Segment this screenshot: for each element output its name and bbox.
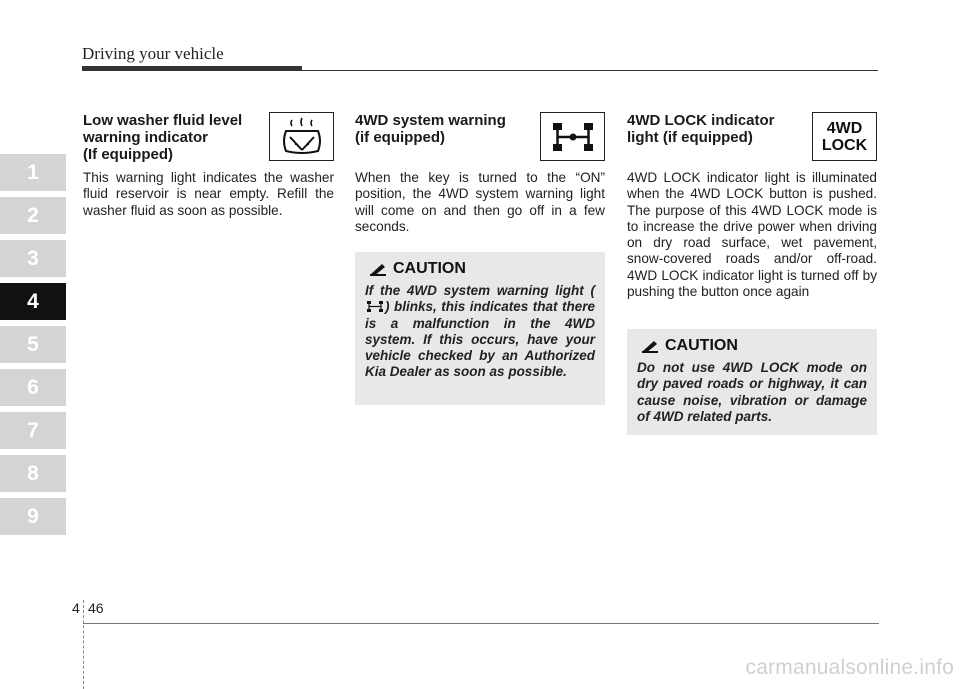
washer-fluid-body: This warning light indicates the washer fluid reservoir is near empty. Refill the washer fluid as soon as possible. [83,170,334,218]
4wd-lock-body: 4WD LOCK indicator light is illuminated when the 4WD LOCK button is pushed. The purpose of this 4WD LOCK mode is to increase the drive power when driving on dry road surface, wet pavement, snow-covered roads and/or off-road. 4WD LOCK indicator light is turned off by pushing the button once again [627,170,877,300]
chapter-tab-label: 5 [27,332,39,356]
chapter-tab-label: 7 [27,418,39,442]
caution-header [641,337,867,355]
4wd-lock-caution-box [627,329,877,435]
chapter-tab-label: 3 [27,246,39,270]
footer-divider-vertical [83,600,84,689]
washer-fluid-icon [269,112,334,161]
chapter-tab-4[interactable] [0,283,66,320]
caution-pencil-icon [641,339,659,353]
chapter-tab-label: 1 [27,160,39,184]
caution-header [369,260,595,278]
4wd-warning-caution-box [355,252,605,405]
4wd-warning-body: When the key is turned to the “ON” position, the 4WD system warning light will come on and then go off in a few seconds. [355,170,605,234]
watermark-text: carmanualsonline.info [745,656,954,679]
caution-text-part1: If the 4WD system warning light ( [365,283,595,298]
page-header-title: Driving your vehicle [82,44,224,63]
footer-page-number: 46 [88,600,104,616]
4wd-system-small-icon [365,300,385,313]
washer-fluid-heading: Low washer fluid level warning indicator (If equipped) [83,112,243,163]
header-rule-thin [302,70,878,71]
footer-rule [83,623,879,624]
footer-chapter-number: 4 [72,600,80,616]
chapter-tab-3[interactable] [0,240,66,277]
chapter-tab-5[interactable] [0,326,66,363]
caution-pencil-icon [369,262,387,276]
4wd-warning-heading: 4WD system warning (if equipped) [355,112,506,146]
4wd-lock-heading: 4WD LOCK indicator light (if equipped) [627,112,775,146]
chapter-tab-2[interactable] [0,197,66,234]
4wd-warning-caution-text [365,283,595,381]
header-rule-thick [82,66,302,71]
chapter-tab-label: 2 [27,203,39,227]
chapter-tab-6[interactable] [0,369,66,406]
chapter-tab-7[interactable] [0,412,66,449]
chapter-tab-label: 6 [27,375,39,399]
chapter-tab-label: 8 [27,461,39,485]
4wd-lock-indicator-icon: 4WD LOCK [812,112,877,161]
chapter-tab-label: 4 [27,289,39,313]
4wd-system-icon [540,112,605,161]
chapter-tab-label: 9 [27,504,39,528]
chapter-tab-9[interactable] [0,498,66,535]
caution-title: CAUTION [393,260,466,277]
caution-title: CAUTION [665,337,738,354]
4wd-lock-caution-text: Do not use 4WD LOCK mode on dry paved roads or highway, it can cause noise, vibration or damage of 4WD related parts. [637,360,867,424]
chapter-tab-1[interactable] [0,154,66,191]
chapter-tab-8[interactable] [0,455,66,492]
caution-text-part2: ) blinks, this indicates that there is a malfunction in the 4WD system. If this occurs, have your vehicle checked by an Authorized Kia Dealer as soon as possible. [365,299,595,380]
